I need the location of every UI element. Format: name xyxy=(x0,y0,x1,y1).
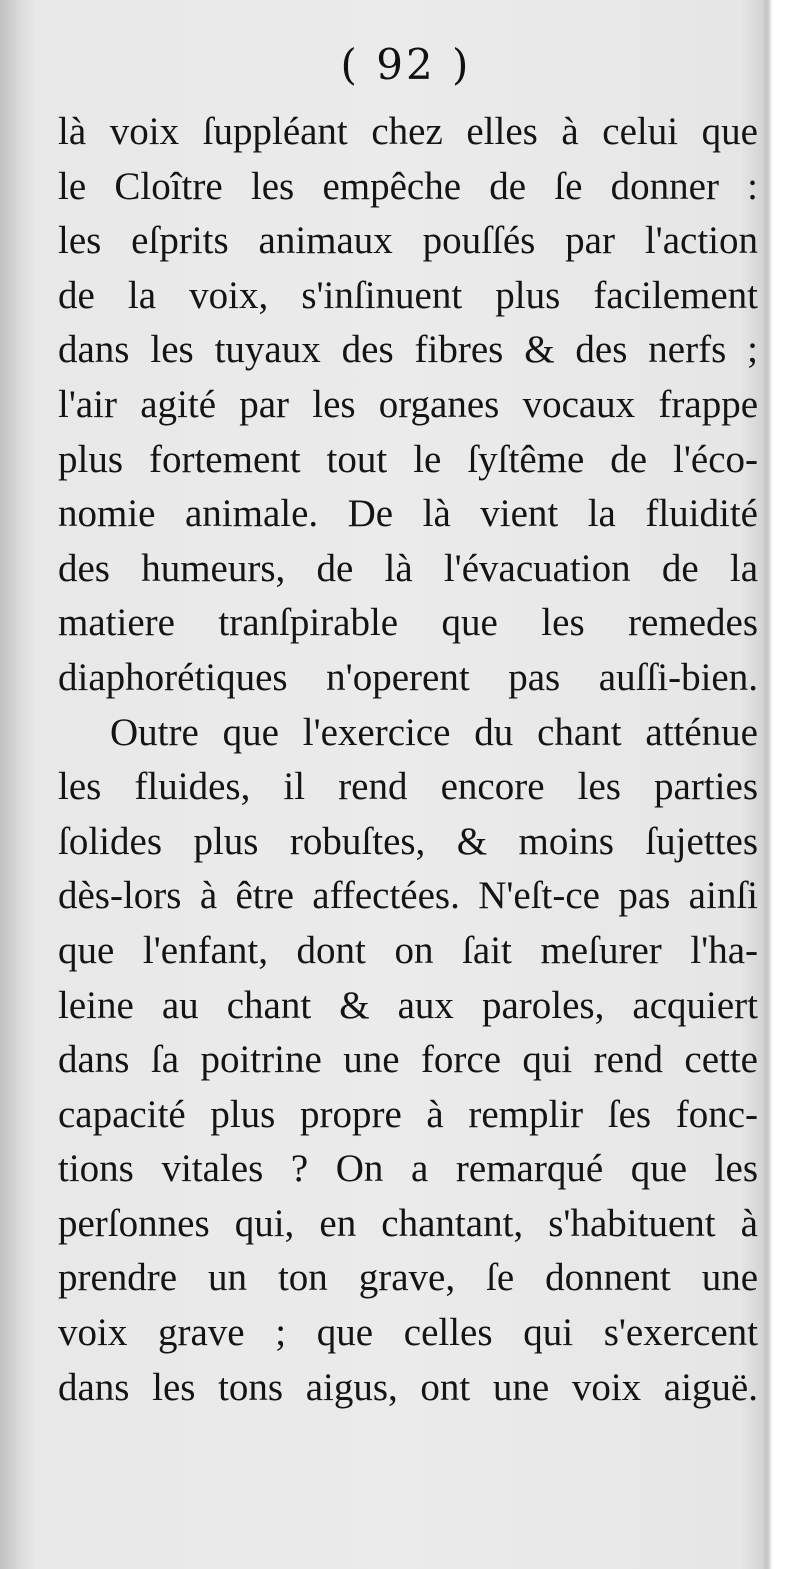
text-line: tions vitales ? On a remarqué que les xyxy=(58,1147,758,1191)
text-line: l'air agité par les organes vocaux frappe xyxy=(58,382,758,426)
text-line: nomie animale. De là vient la fluidité xyxy=(58,492,758,536)
text-line: dans les tons aigus, ont une voix aiguë. xyxy=(58,1365,758,1409)
text-line: plus fortement tout le ſyſtême de l'éco- xyxy=(58,437,758,481)
text-line: de la voix, s'inſinuent plus facilement xyxy=(58,273,758,317)
text-line: les eſprits animaux pouſſés par l'action xyxy=(58,219,758,263)
text-line: capacité plus propre à remplir ſes fonc- xyxy=(58,1092,758,1136)
text-line: que l'enfant, dont on ſait meſurer l'ha- xyxy=(58,928,758,972)
text-line: là voix ſuppléant chez elles à celui que xyxy=(58,110,758,153)
text-line: diaphorétiques n'operent pas auſſi-bien. xyxy=(58,655,758,699)
text-line: les fluides, il rend encore les parties xyxy=(58,765,758,809)
text-line: ſolides plus robuſtes, & moins ſujettes xyxy=(58,819,758,863)
page-number: ( 92 ) xyxy=(340,40,472,89)
text-line: perſonnes qui, en chantant, s'habituent à xyxy=(58,1201,758,1245)
text-line: dès-lors à être affectées. N'eſt-ce pas ainſi xyxy=(58,874,758,918)
text-line: le Cloître les empêche de ſe donner : xyxy=(58,164,758,208)
body-text xyxy=(58,105,758,1415)
text-line: dans ſa poitrine une force qui rend cette xyxy=(58,1038,758,1082)
paragraph-start-line: Outre que l'exercice du chant atténue xyxy=(110,710,758,754)
text-line: des humeurs, de là l'évacuation de la xyxy=(58,546,758,590)
text-line: dans les tuyaux des fibres & des nerfs ; xyxy=(58,328,758,372)
text-line: leine au chant & aux paroles, acquiert xyxy=(58,983,758,1027)
text-line: voix grave ; que celles qui s'exercent xyxy=(58,1311,758,1355)
text-line: matiere tranſpirable que les remedes xyxy=(58,601,758,645)
text-line: prendre un ton grave, ſe donnent une xyxy=(58,1256,758,1300)
